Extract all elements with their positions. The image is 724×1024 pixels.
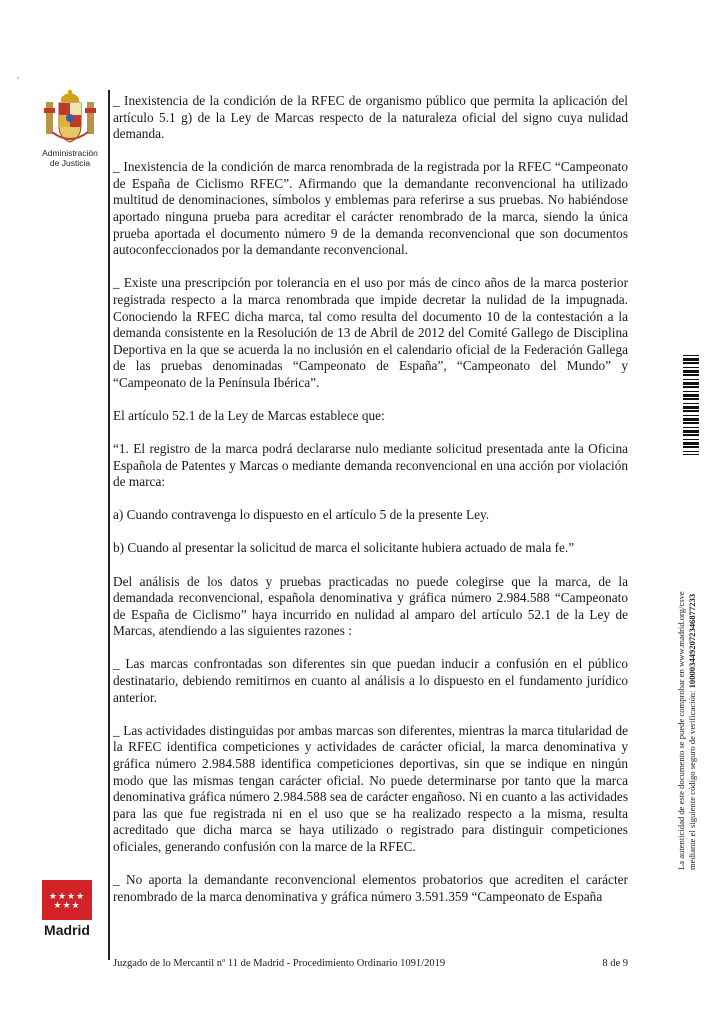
barcode-bar: [683, 386, 699, 388]
madrid-flag-icon: [42, 880, 92, 920]
paragraph: _ Inexistencia de la condición de la RFEC de organismo público que permita la aplicación del artículo 5.1 g) de la Ley de Marcas respecto de la naturaleza oficial del signo cuya nulidad demanda.: [113, 93, 628, 142]
barcode-bar: [683, 439, 699, 440]
barcode-bar: [683, 410, 699, 412]
document-body: [113, 93, 628, 922]
barcode-bar: [683, 358, 699, 361]
barcode-bar: [683, 370, 699, 373]
barcode-bar: [683, 374, 699, 376]
verification-line-1: La autenticidad de este documento se puede comprobar en www.madrid.org/csve: [676, 591, 686, 870]
paragraph: Del análisis de los datos y pruebas practicadas no puede colegirse que la marca, de la demandada reconvencional, española denominativa y gráfica número 2.984.588 “Campeonato de España de Ciclismo” haya incurrido en nulidad al amparo del artículo 52.1 de la Ley de Marcas, atendiendo a las siguientes razones :: [113, 573, 628, 639]
verification-notice: [676, 450, 697, 870]
barcode-bar: [683, 442, 699, 445]
paragraph: “1. El registro de la marca podrá declararse nulo mediante solicitud presentada ante la Oficina Española de Patentes y Marcas o mediante demanda reconvencional en una acción por violación de marca:: [113, 441, 628, 490]
barcode-bar: [683, 434, 699, 436]
spain-coat-of-arms: [38, 88, 102, 168]
madrid-stars: ★★★★ ★★★: [48, 892, 86, 911]
verification-code: 1000034492072346877233: [686, 593, 697, 689]
barcode-icon: [683, 355, 699, 460]
barcode-bar: [683, 398, 699, 400]
institution-label: Administración de Justicia: [42, 148, 98, 168]
coat-of-arms-icon: [44, 88, 96, 146]
barcode-bar: [683, 367, 699, 368]
barcode-bar: [683, 446, 699, 448]
verification-prefix: mediante el siguiente código seguro de verificación:: [686, 688, 697, 870]
paragraph: a) Cuando contravenga lo dispuesto en el artículo 5 de la presente Ley.: [113, 507, 490, 523]
barcode-bar: [683, 382, 699, 385]
paragraph: _ Inexistencia de la condición de marca renombrada de la registrada por la RFEC “Campeonato de España de Ciclismo RFEC”. Afirmando que la demandante reconvencional ha utilizado multitud de denominaciones, símbolos y emblemas para referirse a sus pruebas. No habiéndose aportado ninguna prueba para acreditar el carácter renombrado de la marca, siendo la única prueba aportada el documento número 9 de la demanda reconvencional que son documentos autoconfeccionados por la demandante reconvencional.: [113, 159, 628, 258]
barcode-bar: [683, 415, 699, 416]
madrid-logo: [40, 880, 94, 938]
footer-court-reference: Juzgado de lo Mercantil nº 11 de Madrid - Procedimiento Ordinario 1091/2019: [113, 958, 446, 969]
verification-line-2: [687, 450, 698, 870]
barcode-bar: [683, 422, 699, 424]
barcode-bar: [683, 355, 699, 356]
page-number: 8 de 9: [602, 958, 628, 969]
paragraph: _ Existe una prescripción por tolerancia en el uso por más de cinco años de la marca posterior registrada respecto a la marca renombrada que impide decretar la nulidad de la impugnada. Conociendo la RFEC dicha marca, tal como resulta del documento 10 de la contestación a la demanda consistente en la Resolución de 13 de Abril de 2012 del Comité Gallego de Disciplina Deportiva en la que se acuerda la no inclusión en el calendario oficial de la Federación Gallega de las pruebas denominadas “Campeonato de España”, “Campeonato del Mundo” y “Campeonato de la Península Ibérica”.: [113, 275, 628, 390]
paragraph: _ Las marcas confrontadas son diferentes sin que puedan inducir a confusión en el público destinatario, debiendo remitirnos en cuanto al análisis a lo dispuesto en el fundamento jurídico anterior.: [113, 656, 628, 705]
madrid-wordmark: Madrid: [44, 922, 90, 938]
scan-dot: [17, 77, 19, 79]
barcode-bar: [683, 430, 699, 433]
barcode-bar: [683, 403, 699, 404]
barcode-bar: [683, 427, 699, 428]
paragraph: _ No aporta la demandante reconvencional elementos probatorios que acrediten el carácter renombrado de la marca denominativa y gráfica número 3.591.359 “Campeonato de España: [113, 871, 628, 904]
paragraph: b) Cuando al presentar la solicitud de marca el solicitante hubiera actuado de mala fe.”: [113, 540, 575, 556]
margin-rule: [108, 90, 110, 960]
page-footer: [113, 958, 628, 970]
barcode-bar: [683, 406, 699, 409]
barcode-bar: [683, 362, 699, 364]
barcode-bar: [683, 391, 699, 392]
paragraph: El artículo 52.1 de la Ley de Marcas establece que:: [113, 408, 385, 423]
barcode-bar: [683, 394, 699, 397]
barcode-bar: [683, 379, 699, 380]
barcode-bar: [683, 418, 699, 421]
paragraph: _ Las actividades distinguidas por ambas marcas son diferentes, mientras la marca titularidad de la RFEC identifica competiciones y actividades de carácter oficial, la marca denominativa y gráfica número 2.984.588 identifica competiciones deportivas, sin que se indique en ningún modo que las mismas tengan carácter oficial. No puede determinarse por tanto que la marca denominativa gráfica número 2.984.588 sea de carácter engañoso. Ni en cuanto a las actividades para las que fue registrada ni en el uso que se ha realizado respecto a la misma, resulta acreditado que dicha marca se haya utilizado o registrado para distinguir competiciones oficiales, generando confusión con la marce de la RFEC.: [113, 722, 628, 854]
